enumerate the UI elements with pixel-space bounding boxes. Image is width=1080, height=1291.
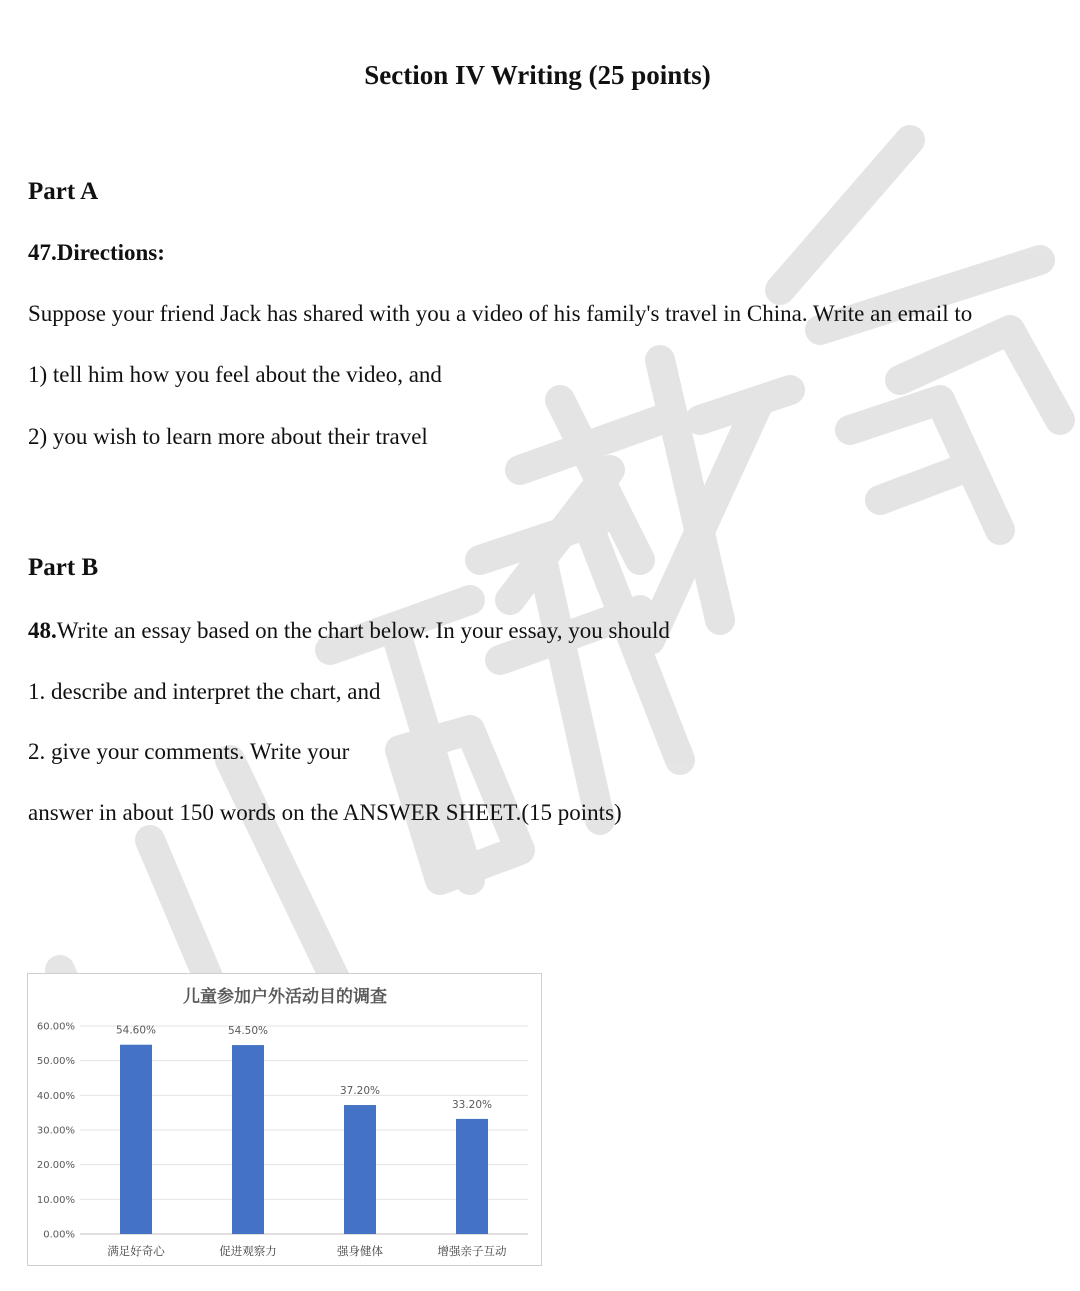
data-label: 54.50% [227,1025,269,1038]
y-tick-label: 20.00% [36,1160,75,1172]
chart-title: 儿童参加户外活动目的调查 [183,987,387,1007]
section-title: Section IV Writing (25 points) [364,60,711,90]
bar [232,1045,264,1234]
question-47-directions: 47.Directions: [28,240,165,265]
part-a-heading: Part A [28,178,99,205]
y-tick-label: 30.00% [36,1125,75,1137]
chart-svg [28,974,541,1265]
y-tick-label: 50.00% [36,1056,75,1068]
y-tick-label: 60.00% [36,1021,75,1033]
question-number: 48. [28,618,57,643]
data-label: 54.60% [115,1024,157,1037]
category-label: 强身健体 [337,1244,383,1258]
bar [456,1119,488,1234]
part-a-line: Suppose your friend Jack has shared with you a video of his family's travel in China. Write an email to [28,301,973,326]
data-label: 33.20% [451,1098,493,1111]
part-a-line: 2) you wish to learn more about their travel [28,424,428,449]
category-label: 增强亲子互动 [437,1244,507,1258]
part-a-line: 1) tell him how you feel about the video, and [28,362,442,387]
part-b-line: 2. give your comments. Write your [28,739,350,764]
bar [120,1045,152,1234]
data-label: 37.20% [339,1085,381,1098]
bar [344,1105,376,1234]
part-b-line: answer in about 150 words on the ANSWER SHEET.(15 points) [28,800,622,825]
y-tick-label: 0.00% [43,1229,75,1241]
bar-chart [27,973,542,1266]
part-b-line: 1. describe and interpret the chart, and [28,679,381,704]
part-b-heading: Part B [28,554,99,581]
category-label: 满足好奇心 [107,1244,165,1258]
y-tick-label: 10.00% [36,1194,75,1206]
y-tick-label: 40.00% [36,1090,75,1102]
category-label: 促进观察力 [219,1244,277,1258]
question-48-prompt [28,616,670,646]
question-text: Write an essay based on the chart below. In your essay, you should [56,618,670,643]
